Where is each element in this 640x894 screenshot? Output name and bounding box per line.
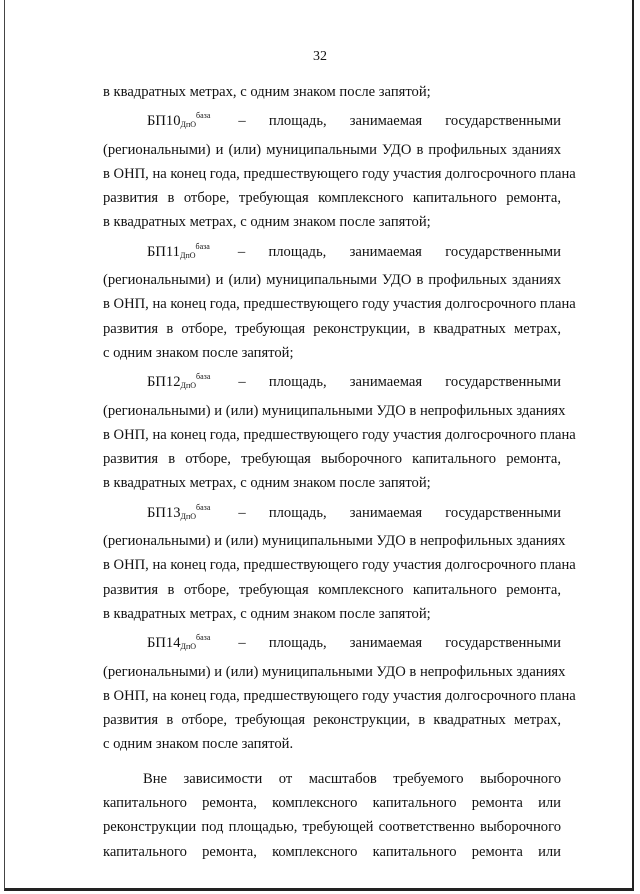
definition-line: (региональными) и (или) муниципальными УДО в непрофильных зданиях bbox=[103, 533, 566, 550]
head-word: государственными bbox=[445, 635, 561, 652]
term-base: БП13 bbox=[147, 504, 181, 521]
term-base: БП12 bbox=[147, 374, 181, 391]
definition-term bbox=[147, 365, 210, 398]
definition-line: с одним знаком после запятой. bbox=[103, 736, 294, 753]
head-word: государственными bbox=[445, 374, 561, 391]
term-base: БП10 bbox=[147, 113, 181, 130]
definition-head bbox=[103, 365, 561, 398]
term-subscript: ДпО bbox=[180, 511, 197, 521]
definition-term bbox=[147, 104, 210, 137]
definition-head-words bbox=[210, 109, 561, 133]
closing-line: капитального ремонта, комплексного капитального ремонта или bbox=[103, 843, 561, 860]
definition-line: развития в отборе, требующая выборочного капитального ремонта, bbox=[103, 451, 561, 468]
definition-head bbox=[103, 626, 561, 659]
head-word: государственными bbox=[445, 243, 561, 260]
closing-line: капитального ремонта, комплексного капитального ремонта или bbox=[103, 795, 561, 812]
term-subscript: ДпО bbox=[180, 120, 197, 130]
term-base: БП14 bbox=[147, 635, 181, 652]
term-superscript: база bbox=[195, 241, 210, 251]
head-word: – bbox=[238, 504, 246, 521]
term-superscript: база bbox=[196, 502, 211, 512]
head-word: – bbox=[238, 635, 246, 652]
definition-line: (региональными) и (или) муниципальными УДО в непрофильных зданиях bbox=[103, 402, 566, 419]
document-body bbox=[103, 80, 576, 864]
definition-head-words bbox=[210, 370, 561, 394]
definition-line: (региональными) и (или) муниципальными УДО в профильных зданиях bbox=[103, 272, 561, 289]
intro-line: в квадратных метрах, с одним знаком после запятой; bbox=[103, 84, 431, 100]
head-word: площадь, bbox=[268, 504, 327, 521]
term-subscript: ДпО bbox=[179, 250, 196, 260]
definition-head bbox=[103, 496, 561, 529]
closing-line: реконструкции под площадью, требующей соответственно выборочного bbox=[103, 819, 561, 836]
definition-line: развития в отборе, требующая реконструкции, в квадратных метрах, bbox=[103, 320, 561, 337]
definition-head-words bbox=[210, 631, 561, 655]
definition-term bbox=[147, 496, 210, 529]
definition-line: в ОНП, на конец года, предшествующего году участия долгосрочного плана bbox=[103, 687, 576, 704]
term-base: БП11 bbox=[147, 243, 180, 260]
definition-term bbox=[147, 235, 210, 268]
definition-line: с одним знаком после запятой; bbox=[103, 344, 294, 361]
definition-line: в ОНП, на конец года, предшествующего году участия долгосрочного плана bbox=[103, 426, 576, 443]
definition-head-words bbox=[210, 501, 561, 525]
definition-term bbox=[147, 626, 210, 659]
head-word: государственными bbox=[445, 113, 561, 130]
definition-paragraph bbox=[103, 104, 576, 234]
closing-line: Вне зависимости от масштабов требуемого выборочного bbox=[143, 770, 561, 787]
head-word: государственными bbox=[445, 504, 561, 521]
definition-line: в квадратных метрах, с одним знаком после запятой; bbox=[103, 605, 431, 622]
paragraph-gap bbox=[103, 757, 561, 767]
closing-paragraph bbox=[103, 767, 561, 864]
definition-head bbox=[103, 235, 561, 268]
definition-line: в ОНП, на конец года, предшествующего году участия долгосрочного плана bbox=[103, 557, 576, 574]
head-word: площадь, bbox=[268, 243, 327, 260]
head-word: – bbox=[237, 243, 246, 260]
head-word: площадь, bbox=[268, 635, 327, 652]
term-superscript: база bbox=[196, 372, 211, 382]
definition-line: в квадратных метрах, с одним знаком после запятой; bbox=[103, 214, 431, 231]
definition-line: (региональными) и (или) муниципальными УДО в профильных зданиях bbox=[103, 141, 561, 158]
definition-paragraph bbox=[103, 626, 576, 756]
definition-paragraph bbox=[103, 496, 576, 626]
intro-paragraph bbox=[103, 80, 561, 104]
term-superscript: база bbox=[196, 633, 211, 643]
definition-line: (региональными) и (или) муниципальными УДО в непрофильных зданиях bbox=[103, 663, 566, 680]
definition-line: развития в отборе, требующая комплексного капитального ремонта, bbox=[103, 190, 561, 207]
definition-line: в ОНП, на конец года, предшествующего году участия долгосрочного плана bbox=[103, 296, 576, 313]
definition-paragraph bbox=[103, 365, 576, 495]
definition-line: развития в отборе, требующая комплексного капитального ремонта, bbox=[103, 581, 561, 598]
head-word: – bbox=[238, 113, 246, 130]
term-subscript: ДпО bbox=[180, 642, 197, 652]
definition-paragraph bbox=[103, 235, 576, 365]
head-word: площадь, bbox=[268, 374, 327, 391]
head-word: – bbox=[238, 374, 246, 391]
definitions-list bbox=[103, 104, 576, 756]
head-word: занимаемая bbox=[349, 635, 423, 652]
term-superscript: база bbox=[196, 111, 211, 121]
definition-head-words bbox=[210, 240, 561, 264]
head-word: занимаемая bbox=[349, 113, 423, 130]
head-word: площадь, bbox=[268, 113, 327, 130]
head-word: занимаемая bbox=[349, 374, 423, 391]
definition-line: в ОНП, на конец года, предшествующего году участия долгосрочного плана bbox=[103, 165, 576, 182]
term-subscript: ДпО bbox=[180, 381, 197, 391]
definition-head bbox=[103, 104, 561, 137]
head-word: занимаемая bbox=[349, 243, 422, 260]
head-word: занимаемая bbox=[349, 504, 423, 521]
page-number: 32 bbox=[313, 49, 327, 64]
definition-line: в квадратных метрах, с одним знаком после запятой; bbox=[103, 475, 431, 492]
definition-line: развития в отборе, требующая реконструкции, в квадратных метрах, bbox=[103, 712, 561, 729]
